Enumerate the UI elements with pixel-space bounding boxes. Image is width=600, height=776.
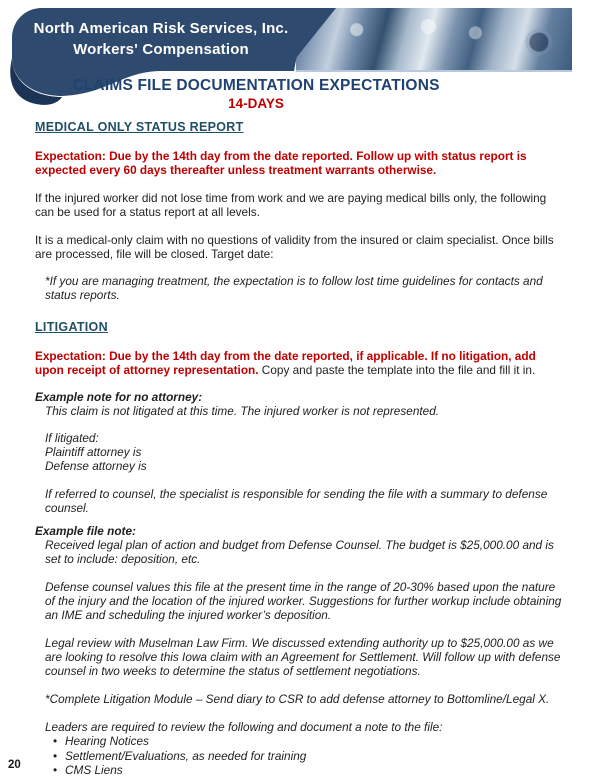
- file-note-paragraph-3: Legal review with Muselman Law Firm. We discussed extending authority up to $25,000.00 as we are looking to resolve this Iowa claim with an Agreement for Settlement. Will follow up with defense counsel in two weeks to determine the status of settlement negotiations.: [45, 636, 561, 678]
- leaders-review-block: [35, 720, 566, 776]
- program-name: Workers' Compensation: [73, 41, 249, 58]
- litigation-expectation: [35, 349, 566, 377]
- litigated-block: [35, 431, 566, 473]
- example-note-label: Example note for no attorney:: [35, 390, 203, 404]
- page-title: CLAIMS FILE DOCUMENTATION EXPECTATIONS: [72, 77, 440, 94]
- litigation-expectation-black: Copy and paste the template into the file and fill it in.: [258, 363, 536, 377]
- medical-only-expectation: Expectation: Due by the 14th day from the date reported. Follow up with status report is expected every 60 days thereafter unless treatment warrants otherwise.: [35, 149, 527, 177]
- section-heading-medical-only: MEDICAL ONLY STATUS REPORT: [35, 120, 244, 134]
- company-banner: [30, 18, 292, 60]
- litigation-expectation-red: Expectation: Due by the 14th day from the date reported, if applicable. If no litigation, add upon receipt of attorney representation.: [35, 349, 536, 377]
- file-note-paragraph-2: Defense counsel values this file at the present time in the range of 20-30% based upon the nature of the injury and the location of the injured worker. Suggestions for further workup include obtaining an IME and scheduling the injured worker’s deposition.: [45, 580, 562, 622]
- example-note-block: [35, 390, 566, 418]
- document-body: [35, 120, 566, 776]
- page-subtitle: 14-DAYS: [228, 96, 284, 111]
- file-note-block: [35, 524, 566, 678]
- example-note-line: This claim is not litigated at this time. The injured worker is not represented.: [45, 404, 440, 418]
- list-item: • Settlement/Evaluations, as needed for training: [65, 749, 566, 764]
- litigated-line-1: If litigated:: [45, 431, 99, 445]
- file-note-label: Example file note:: [35, 524, 136, 538]
- litigation-module-note: *Complete Litigation Module – Send diary to CSR to add defense attorney to Bottomline/Legal X.: [45, 692, 550, 706]
- leaders-review-line: Leaders are required to review the following and document a note to the file:: [45, 720, 443, 734]
- page-header: [0, 0, 600, 118]
- medical-only-paragraph-1: If the injured worker did not lose time from work and we are paying medical bills only, the following can be used for a status report at all levels.: [35, 191, 547, 219]
- leaders-review-list: [35, 734, 566, 776]
- litigated-line-2: Plaintiff attorney is: [45, 445, 142, 459]
- company-name: North American Risk Services, Inc.: [33, 20, 289, 37]
- medical-only-paragraph-2: It is a medical-only claim with no questions of validity from the insured or claim specialist. Once bills are processed, file will be closed. Target date:: [35, 233, 554, 261]
- referred-to-counsel-line: If referred to counsel, the specialist is responsible for sending the file with a summary to defense counsel.: [45, 487, 548, 515]
- list-item: • Hearing Notices: [65, 734, 566, 749]
- section-heading-litigation: LITIGATION: [35, 320, 108, 334]
- list-item: • CMS Liens: [65, 763, 566, 776]
- page-number: 20: [8, 759, 21, 771]
- litigated-line-3: Defense attorney is: [45, 459, 147, 473]
- file-note-paragraph-1: Received legal plan of action and budget from Defense Counsel. The budget is $25,000.00 and is set to include: deposition, etc.: [45, 538, 554, 566]
- medical-only-note: *If you are managing treatment, the expectation is to follow lost time guidelines for contacts and status reports.: [45, 274, 543, 302]
